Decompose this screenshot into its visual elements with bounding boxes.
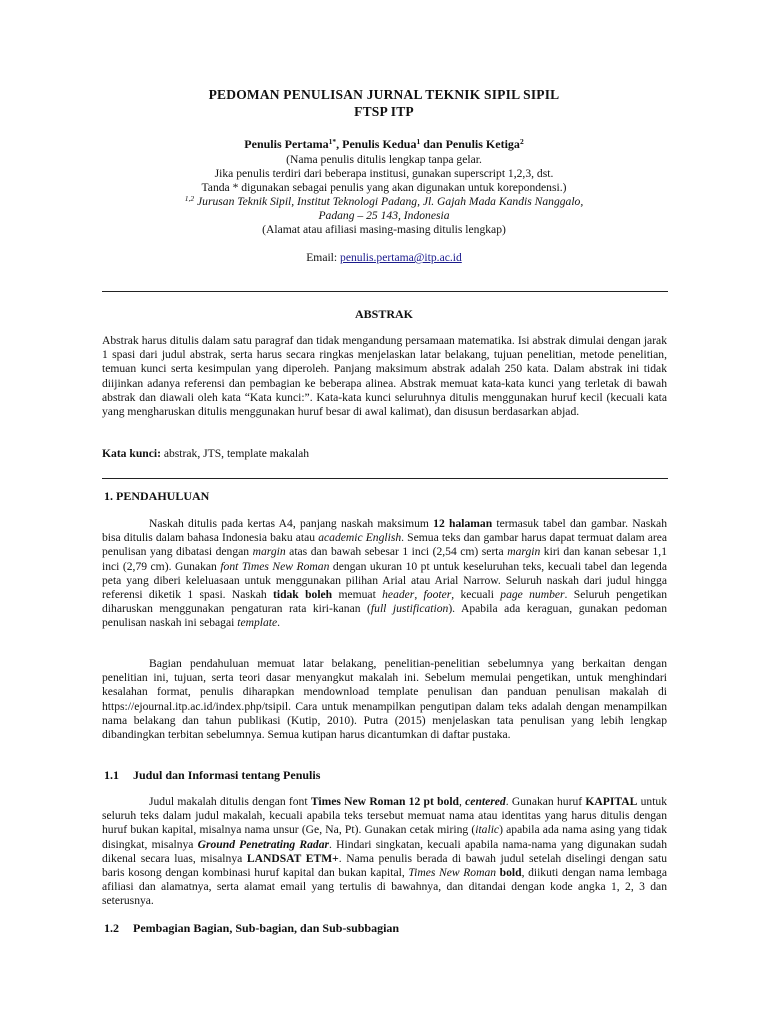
author-2-sup: 1	[416, 137, 421, 146]
subsection-title: Pembagian Bagian, Sub-bagian, dan Sub-subbagian	[133, 921, 400, 935]
paragraph-pendahuluan-2: Bagian pendahuluan memuat latar belakang, penelitian-penelitian sebelumnya yang berkaitan dengan penelitian ini, tujuan, serta teori dasar menyangkut makalah ini. Sebelum memulai pengetikan, untuk menghindari kesalahan format, penulis diharapkan mendownload template penulisan dan panduan penulisan makalah di https://ejournal.itp.ac.id/index.php/tsipil. Cara untuk menampilkan pengutipan dalam teks adalah dengan menampilkan nama belakang dan tahun publikasi (Kutip, 2010). Putra (2015) menjelaskan tata penulisan yang lebih lengkap dibandingkan terbitan sebelumnya. Semua kutipan harus dicantumkan di daftar pustaka.	[102, 657, 667, 742]
email-line	[100, 251, 668, 264]
keywords-text: abstrak, JTS, template makalah	[160, 447, 310, 460]
subsection-heading-1-2	[104, 921, 399, 936]
subsection-number: 1.2	[104, 921, 119, 935]
author-list	[100, 137, 668, 152]
abstract-text: Abstrak harus ditulis dalam satu paragraf dan tidak mengandung persamaan matematika. Isi abstrak dimulai dengan jarak 1 spasi dari judul abstrak, serta harus secara ringkas menjelaskan latar belakang, tujuan penelitian, metode penelitian, temuan kunci serta kesimpulan yang diperoleh. Panjang maksimum abstrak adalah 250 kata. Dalam abstrak ini tidak diijinkan adanya referensi dan pembagian ke beberapa alinea. Abstrak memuat kata-kata kunci yang terletak di bawah abstrak dan diawali oleh kata “Kata kunci:”. Kata-kata kunci seluruhnya ditulis menggunakan huruf kecil (kecuali kata yang mengharuskan ditulis menggunakan huruf besar di awal kalimat), dan disusun berdasarkan abjad.	[102, 334, 667, 419]
author-separator: ,	[336, 137, 343, 151]
subsection-number: 1.1	[104, 768, 119, 782]
affiliation-sup: 1,2	[184, 194, 195, 203]
subsection-title: Judul dan Informasi tentang Penulis	[133, 768, 321, 782]
affiliation-note: (Alamat atau afiliasi masing-masing ditulis lengkap)	[262, 223, 506, 236]
author-1-sup: 1*	[328, 137, 337, 146]
abstract-divider	[102, 478, 668, 479]
abstract-heading: ABSTRAK	[354, 307, 413, 321]
affiliation-line2: Padang – 25 143, Indonesia	[318, 209, 450, 222]
paper-title-line1: PEDOMAN PENULISAN JURNAL TEKNIK SIPIL SIPIL	[208, 87, 560, 102]
author-note-3: Tanda * digunakan sebagai penulis yang akan digunakan untuk korepondensi.)	[201, 181, 567, 194]
top-divider	[102, 291, 668, 292]
keywords-line	[102, 447, 667, 461]
email-label: Email:	[306, 251, 341, 264]
affiliation-line1	[100, 195, 668, 208]
author-3: Penulis Ketiga	[445, 137, 520, 151]
email-link[interactable]: penulis.pertama@itp.ac.id	[340, 251, 462, 264]
author-3-sup: 2	[519, 137, 524, 146]
section-heading-pendahuluan: 1. PENDAHULUAN	[104, 489, 210, 503]
author-note-1: (Nama penulis ditulis lengkap tanpa gelar.	[286, 153, 482, 166]
affiliation-text: Jurusan Teknik Sipil, Institut Teknologi Padang, Jl. Gajah Mada Kandis Nanggalo,	[194, 195, 584, 208]
subsection-heading-1-1	[104, 768, 320, 783]
paper-title-line2: FTSP ITP	[354, 104, 414, 119]
paragraph-judul: Judul makalah ditulis dengan font Times New Roman 12 pt bold, centered. Gunakan huruf KAPITAL untuk seluruh teks dalam judul makalah, kecuali apabila teks tersebut memuat nama atau identitas yang harus ditulis dengan huruf bukan kapital, misalnya nama unsur (Ge, Na, Pt). Gunakan cetak miring (italic) apabila ada nama asing yang tidak disingkat, misalnya Ground Penetrating Radar. Hindari singkatan, kecuali apabila nama-nama yang digunakan sudah dikenal secara luas, misalnya LANDSAT ETM+. Nama penulis berada di bawah judul setelah diselingi dengan satu baris kosong dengan kombinasi huruf kapital dan bukan kapital, Times New Roman bold, diikuti dengan nama lembaga afiliasi dan alamatnya, serta alamat email yang tertulis di bawahnya, dan ditandai dengan kode angka 1, 2, 3 dan seterusnya.	[102, 795, 668, 908]
author-1: Penulis Pertama	[244, 137, 329, 151]
author-separator: dan	[420, 137, 446, 151]
paragraph-pendahuluan-1: Naskah ditulis pada kertas A4, panjang naskah maksimum 12 halaman termasuk tabel dan gambar. Naskah bisa ditulis dalam bahasa Indonesia baku atau academic English. Semua teks dan gambar harus dapat termuat dalam area penulisan yang dibatasi dengan margin atas dan bawah sebesar 1 inci (2,54 cm) serta margin kiri dan kanan sebesar 1,1 inci (2,79 cm). Gunakan font Times New Roman dengan ukuran 10 pt untuk keseluruhan teks, kecuali tabel dan legenda peta yang diberi keleluasaan untuk menggunakan pilihan Arial atau Arial Narrow. Seluruh naskah dari judul hingga referensi diketik 1 spasi. Naskah tidak boleh memuat header, footer, kecuali page number. Seluruh pengetikan diharuskan menggunakan pengaturan rata kiri-kanan (full justification). Apabila ada keraguan, gunakan pedoman penulisan naskah ini sebagai template.	[102, 517, 668, 630]
author-note-2: Jika penulis terdiri dari beberapa institusi, gunakan superscript 1,2,3, dst.	[214, 167, 554, 180]
keywords-label: Kata kunci:	[102, 447, 161, 460]
author-2: Penulis Kedua	[342, 137, 417, 151]
